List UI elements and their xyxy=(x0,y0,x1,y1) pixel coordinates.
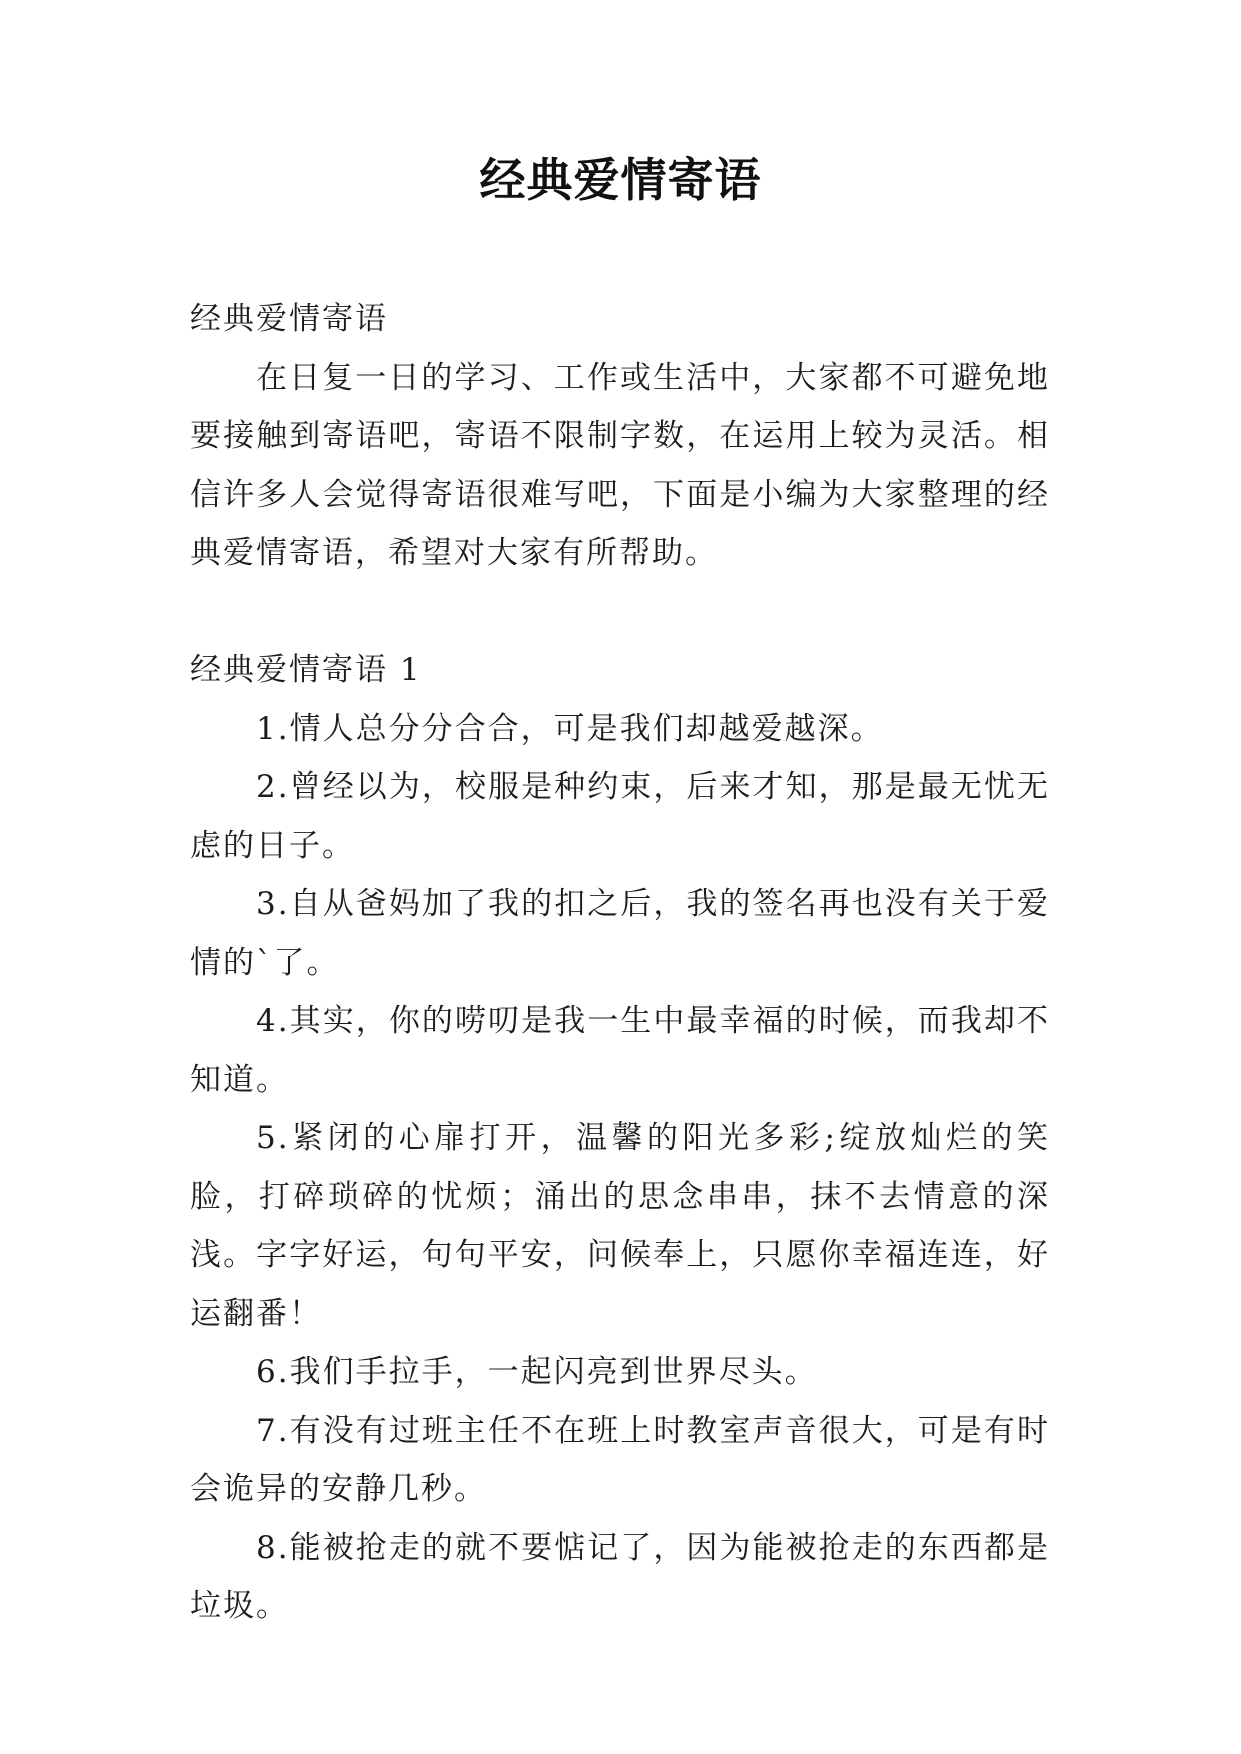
list-item: 3.自从爸妈加了我的扣之后，我的签名再也没有关于爱情的`了。 xyxy=(190,886,1050,981)
list-item: 6.我们手拉手，一起闪亮到世界尽头。 xyxy=(256,1354,818,1390)
list-item: 1.情人总分分合合，可是我们却越爱越深。 xyxy=(256,710,884,747)
intro-paragraph: 在日复一日的学习、工作或生活中，大家都不可避免地要接触到寄语吧，寄语不限制字数，在运用上较为灵活。相信许多人会觉得寄语很难写吧，下面是小编为大家整理的经典爱情寄语，希望对大家有所帮助。 xyxy=(190,359,1050,571)
list-item: 8.能被抢走的就不要惦记了，因为能被抢走的东西都是垃圾。 xyxy=(190,1529,1050,1624)
document-title: 经典爱情寄语 xyxy=(479,153,762,207)
document-body xyxy=(190,290,1050,1636)
paragraph-gap xyxy=(190,583,1050,642)
list-item: 2.曾经以为，校服是种约束，后来才知，那是最无忧无虑的日子。 xyxy=(190,769,1050,864)
list-item: 5.紧闭的心扉打开，温馨的阳光多彩;绽放灿烂的笑脸，打碎琐碎的忧烦；涌出的思念串串，抹不去情意的深浅。字字好运，句句平安，问候奉上，只愿你幸福连连，好运翻番！ xyxy=(190,1120,1050,1332)
list-item: 4.其实，你的唠叨是我一生中最幸福的时候，而我却不知道。 xyxy=(190,1003,1050,1098)
section-heading: 经典爱情寄语 1 xyxy=(190,652,422,688)
list-item: 7.有没有过班主任不在班上时教室声音很大，可是有时会诡异的安静几秒。 xyxy=(190,1412,1050,1507)
section-subtitle: 经典爱情寄语 xyxy=(190,301,388,337)
